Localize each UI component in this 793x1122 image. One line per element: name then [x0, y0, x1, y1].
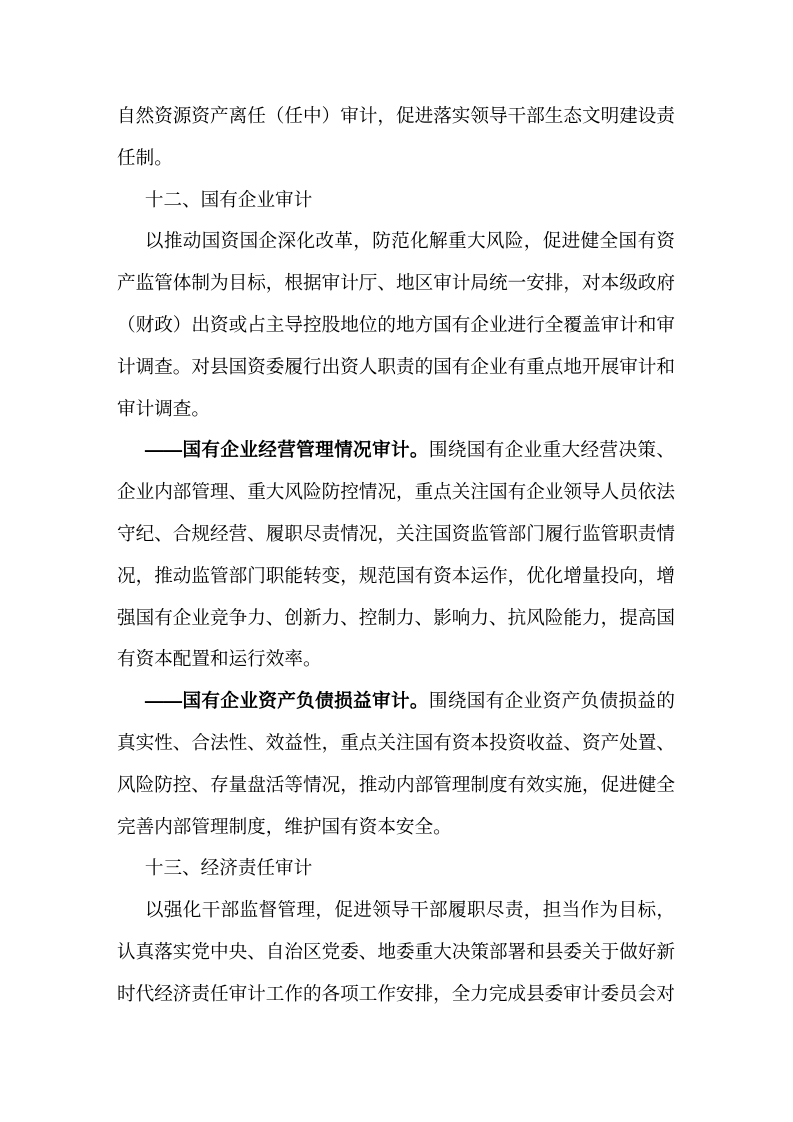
text-run: 十三、经济责任审计 — [144, 857, 313, 879]
text-run: 十二、国有企业审计 — [144, 188, 313, 210]
text-run: 围绕国有企业重大经营决策、企业内部管理、重大风险防控情况，重点关注国有企业领导人员依法守纪、合规经营、履职尽责情况，关注国资监管部门履行监管职责情况，推动监管部门职能转变，规范国有资本运作，优化增量投向，增强国有企业竞争力、创新力、控制力、影响力、抗风险能力，提高国有资本配置和运行效率。 — [117, 439, 675, 670]
text-run: 围绕国有企业资产负债损益的真实性、合法性、效益性，重点关注国有资本投资收益、资产处置、风险防控、存量盘活等情况，推动内部管理制度有效实施，促进健全完善内部管理制度，维护国有资本安全。 — [117, 690, 675, 837]
emphasis-run: ——国有企业资产负债损益审计。 — [144, 690, 429, 712]
text-run: 自然资源资产离任（任中）审计，促进落实领导干部生态文明建设责任制。 — [117, 105, 675, 168]
paragraph-soe-management-audit — [117, 429, 675, 680]
document-content — [117, 95, 675, 1015]
paragraph-continuation — [117, 95, 675, 179]
heading-section-12 — [117, 179, 675, 221]
text-run: 以强化干部监督管理，促进领导干部履职尽责，担当作为目标，认真落实党中央、自治区党委、地委重大决策部署和县委关于做好新时代经济责任审计工作的各项工作安排，全力完成县委审计委员会对 — [117, 899, 675, 1004]
emphasis-run: ——国有企业经营管理情况审计。 — [144, 439, 429, 461]
paragraph-economic-responsibility — [117, 889, 675, 1014]
paragraph-soe-overview — [117, 220, 675, 429]
text-run: 以推动国资国企深化改革，防范化解重大风险，促进健全国有资产监管体制为目标，根据审计厅、地区审计局统一安排，对本级政府（财政）出资或占主导控股地位的地方国有企业进行全覆盖审计和审计调查。对县国资委履行出资人职责的国有企业有重点地开展审计和审计调查。 — [117, 230, 675, 419]
paragraph-soe-assets-audit — [117, 680, 675, 847]
heading-section-13 — [117, 847, 675, 889]
